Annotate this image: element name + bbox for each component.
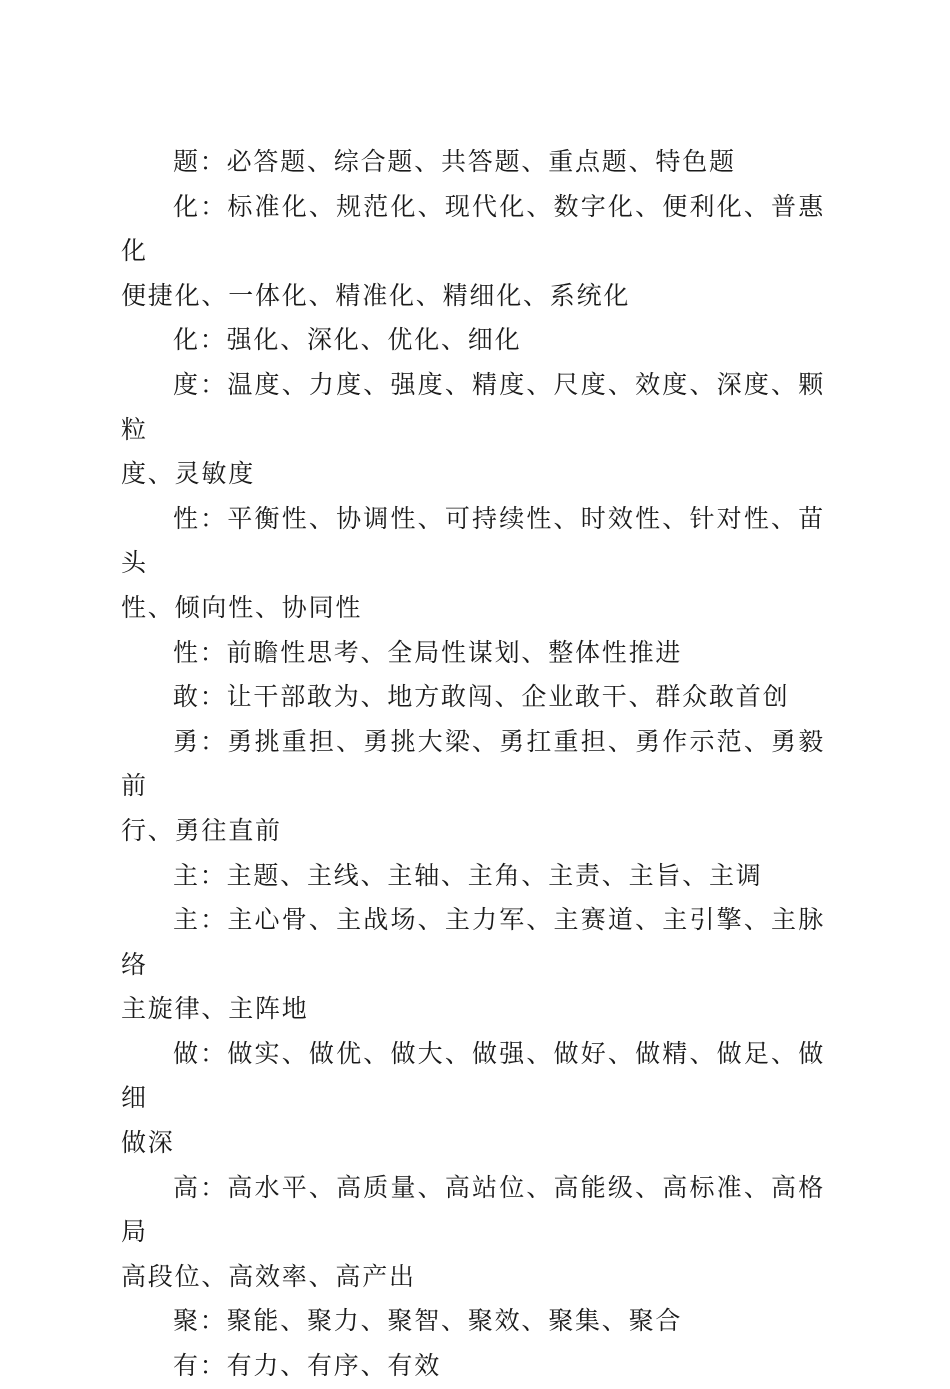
paragraph-gan	[121, 675, 825, 720]
paragraph-line: 性、倾向性、协同性	[121, 592, 363, 622]
paragraph-zhu-1	[121, 854, 825, 899]
paragraph-line: 度、灵敏度	[121, 459, 256, 489]
paragraph-ti	[121, 140, 825, 185]
paragraph-line: 主：主题、主线、主轴、主角、主责、主旨、主调	[173, 860, 763, 890]
paragraph-hua-1	[121, 185, 825, 319]
paragraph-line: 勇：勇挑重担、勇挑大梁、勇扛重担、勇作示范、勇毅前	[121, 726, 825, 801]
paragraph-line: 聚：聚能、聚力、聚智、聚效、聚集、聚合	[173, 1306, 683, 1336]
paragraph-line: 主旋律、主阵地	[121, 994, 309, 1024]
paragraph-you	[121, 1344, 825, 1389]
paragraph-line: 便捷化、一体化、精准化、精细化、系统化	[121, 280, 631, 310]
paragraph-line: 度：温度、力度、强度、精度、尺度、效度、深度、颗粒	[121, 369, 825, 444]
paragraph-xing-2	[121, 631, 825, 676]
paragraph-line: 化：标准化、规范化、现代化、数字化、便利化、普惠化	[121, 191, 825, 266]
paragraph-du	[121, 363, 825, 497]
paragraph-line: 主：主心骨、主战场、主力军、主赛道、主引擎、主脉络	[121, 905, 825, 979]
paragraph-gao	[121, 1166, 825, 1300]
paragraph-line: 行、勇往直前	[121, 815, 282, 845]
paragraph-line: 高段位、高效率、高产出	[121, 1261, 416, 1291]
paragraph-hua-2	[121, 318, 825, 363]
paragraph-ju	[121, 1299, 825, 1344]
paragraph-line: 题：必答题、综合题、共答题、重点题、特色题	[173, 147, 736, 176]
paragraph-line: 做：做实、做优、做大、做强、做好、做精、做足、做细	[121, 1038, 825, 1113]
paragraph-zhu-2	[121, 898, 825, 1032]
paragraph-line: 性：前瞻性思考、全局性谋划、整体性推进	[173, 637, 683, 667]
paragraph-line: 化：强化、深化、优化、细化	[173, 325, 522, 355]
paragraph-xing-1	[121, 497, 825, 631]
paragraph-line: 有：有力、有序、有效	[173, 1351, 442, 1381]
paragraph-zuo	[121, 1032, 825, 1166]
paragraph-line: 敢：让干部敢为、地方敢闯、企业敢干、群众敢首创	[173, 682, 790, 712]
paragraph-line: 做深	[121, 1128, 175, 1158]
paragraph-line: 高：高水平、高质量、高站位、高能级、高标准、高格局	[121, 1172, 825, 1247]
paragraph-yong	[121, 720, 825, 854]
paragraph-line: 性：平衡性、协调性、可持续性、时效性、针对性、苗头	[121, 503, 825, 578]
document-body	[121, 140, 825, 1389]
